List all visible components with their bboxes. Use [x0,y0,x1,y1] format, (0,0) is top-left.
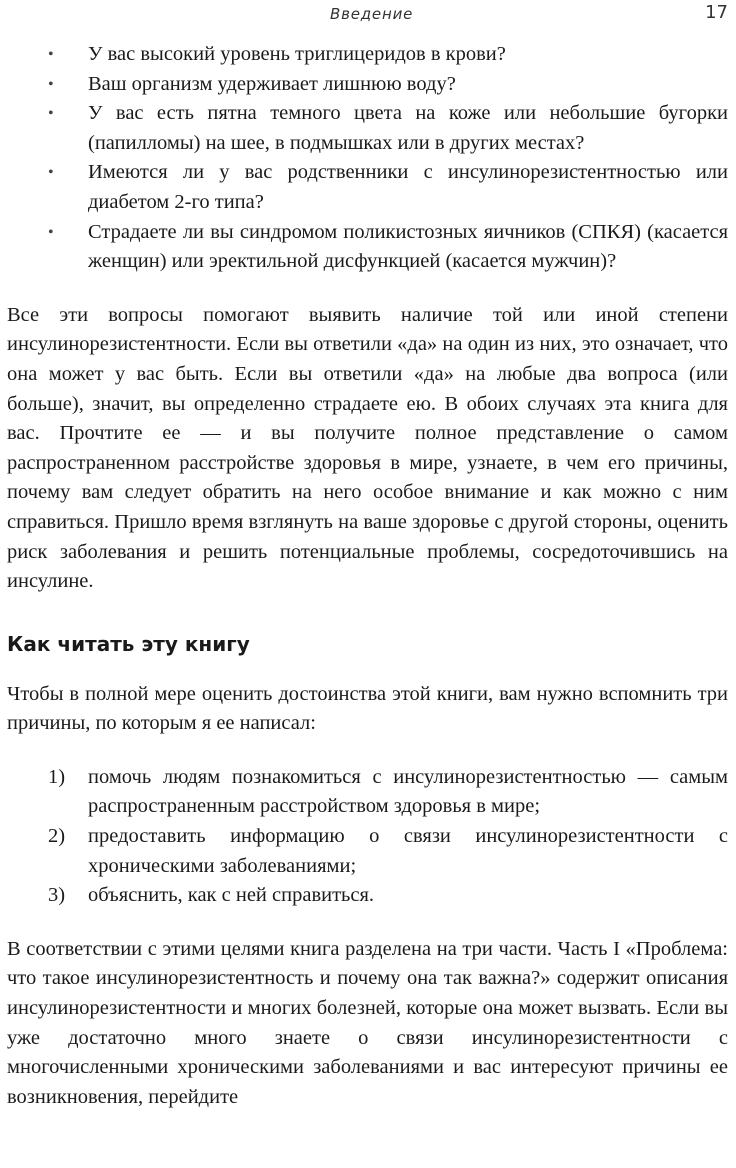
list-item [7,881,728,911]
list-item: • Имеются ли у вас родственники с инсулинорезистентностью или диабетом 2-го типа? [7,158,728,217]
body-paragraph: Чтобы в полной мере оценить достоинства этой книги, вам нужно вспомнить три причины, по которым я ее написал: [7,682,728,735]
question-list [7,40,728,277]
list-item-text: объяснить, как с ней справиться. [88,884,375,907]
list-item-text: помочь людям познакомиться с инсулинорезистентностью — самым распространенным расстройством здоровья в мире; [88,765,728,818]
list-item: • У вас есть пятна темного цвета на коже или небольшие бугорки (папилломы) на шее, в подмышках или в других местах? [7,99,728,158]
list-number: 2) [48,825,66,848]
list-item: • У вас высокий уровень триглицеридов в крови? [7,40,728,70]
list-item: • Ваш организм удерживает лишнюю воду? [7,70,728,100]
section-heading: Как читать эту книгу [7,631,250,656]
body-paragraph: Все эти вопросы помогают выявить наличие той или иной степени инсулинорезистентности. Если вы ответили «да» на один из них, это означает, что она может у вас быть. Если вы ответили «да» на любые два вопроса (или больше), значит, вы определенно страдаете ею. В обоих случаях эта книга для вас. Прочтите ее — и вы получите полное представление о самом распространенном расстройстве здоровья в мире, узнаете, в чем его причины, почему вам следует обратить на него особое внимание и как можно с ним справиться. Пришло время взглянуть на ваше здоровье с другой стороны, оценить риск заболевания и решить потенциальные проблемы, сосредоточившись на инсулине. [7,303,728,593]
list-item [7,763,728,822]
list-item-text: предоставить информацию о связи инсулинорезистентности с хроническими заболеваниями; [88,825,728,877]
list-number: 1) [48,765,66,788]
reasons-list [7,763,728,911]
running-head [0,2,736,24]
body-paragraph: В соответствии с этими целями книга разделена на три части. Часть I «Проблема: что такое инсулинорезистентность и почему она так важна?» содержит описания инсулинорезистентности и многих болезней, которые она может вызвать. Если вы уже достаточно много знаете о связи инсулинорезистентности с многочисленными хроническими заболеваниями и вас интересуют причины ее возникновения, перейдите [7,937,728,1108]
page-content [7,40,728,1112]
list-number: 3) [48,884,66,907]
list-item [7,822,728,881]
running-title: Введение [330,5,414,23]
page-number: 17 [705,2,728,23]
list-item: • Страдаете ли вы синдромом поликистозных яичников (СПКЯ) (касается женщин) или эректильной дисфункцией (касается мужчин)? [7,218,728,277]
